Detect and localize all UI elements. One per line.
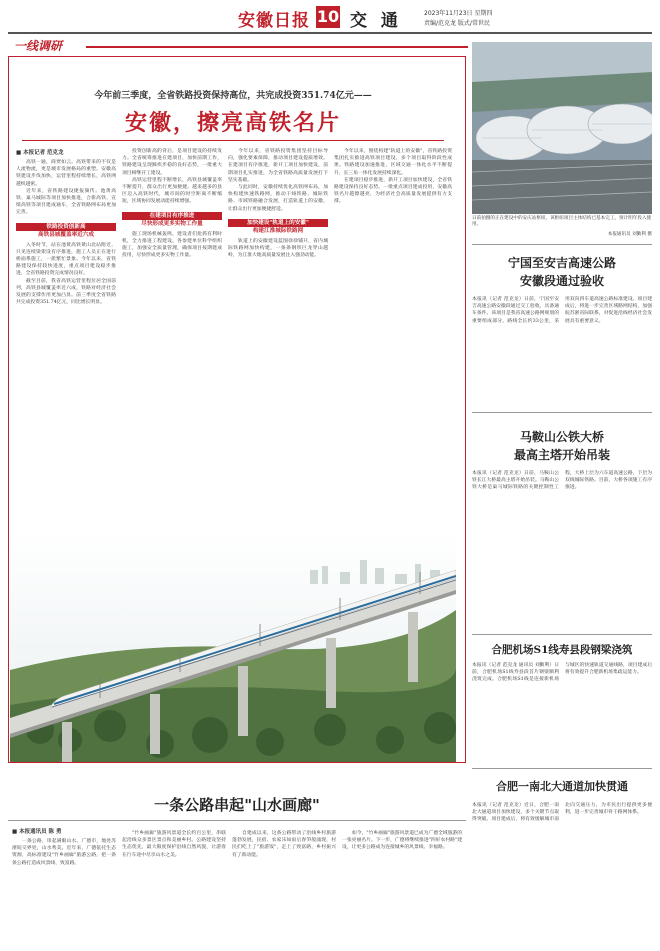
station-hub-photo — [472, 42, 652, 214]
masthead-rule — [8, 32, 652, 34]
right-story-headline: 合肥一南北大通道加快贯通 — [496, 780, 628, 793]
divider — [472, 768, 652, 769]
page-number: 10 — [316, 7, 340, 26]
story-kicker: 今年前三季度，全省铁路投资保持高位，共完成投资351.74亿元—— — [94, 91, 372, 101]
subhead: 在建项目有序推进 — [122, 212, 222, 220]
right-story-body: 本报讯（记者 范克龙 通讯员 刘勤利）日前，合肥机场S1线寿县段首片钢梁顺利浇筑完成。合肥机场S1线是连接新机场与城区的快速轨道交通线路，项目建成后将有效提升合肥新机场集疏运能力。 — [472, 663, 652, 683]
headline-text: 一条公路串起 — [154, 796, 245, 814]
right-story-headline-line2: 最高主塔开始吊装 — [513, 448, 610, 462]
masthead — [0, 0, 660, 38]
column-badge — [8, 38, 468, 56]
right-story-headline: 合肥机场S1线寿县段钢梁浇筑 — [491, 644, 633, 656]
paragraph: 今年以来，围绕构建"轨道上的安徽"，省铁路投资集团扎实推进高铁项目建设，多个项目取得阶段性成果。铁路建设加速推进，区域交通一体化水平不断提升，长三角一体化发展持续深化。 — [334, 149, 452, 176]
divider — [472, 634, 652, 635]
right-story-headline-line2: 安徽段通过验收 — [519, 274, 604, 288]
train-photo-illustration — [10, 530, 456, 762]
issue-date: 2023年11月23日 星期四 — [424, 10, 493, 17]
right-story-body: 本报讯（记者 范克龙）近日，合肥一南北大通道项目加快建设，多个关键节点取得突破。项目建成后，将有效缓解城市南北向交通压力，为市民出行提供更多便利，进一步完善城市骨干路网体系。 — [472, 803, 652, 823]
bottom-col-4: 如今，"竹乡画廊"旅游风景道已成为广德全域旅游的一张亮丽名片。下一步，广德将继续推进"四好农村路"建设，让更多公路成为连接城乡的风景线、幸福路。 — [342, 831, 462, 851]
headline-quote: "山水画廊" — [244, 796, 320, 814]
paragraph: 施工现场机械轰鸣，建设者们抢抓有利时机，全力推进工程建设。各参建单位科学组织施工，加强安全质量管理，确保项目按期建成投用，尽快形成更多实物工作量。 — [122, 231, 222, 259]
paragraph: 高铁运营里程不断增长，高铁县城覆盖率不断提升，群众出行更加便捷。越来越多的县区迈入高铁时代，城市间的时空距离不断缩短，区域协同发展动能持续增强。 — [122, 177, 222, 205]
column-rule — [86, 46, 468, 48]
right-story-body: 本报讯（记者 范克龙）日前，宁国至安吉高速公路安徽段通过交工验收，具备通车条件。该项目是我省高速公路网规划的重要组成部分，路线全长约33公里，采用双向四车道高速公路标准建设。项目建成后，将进一步完善区域路网结构，加强皖苏浙省际联系，对促进沿线经济社会发展具有重要意义。 — [472, 297, 652, 324]
main-col-4 — [334, 148, 452, 528]
right-story-body: 本报讯（记者 范克龙）日前，马鞍山公铁长江大桥最高主塔开始吊装。马鞍山公铁大桥是巢马城际铁路的关键控制性工程，大桥上层为六车道高速公路，下层为双线城际铁路。目前，大桥各项施工有序推进。 — [472, 471, 652, 491]
subhead: 铁路投资创新高 — [16, 223, 116, 231]
paragraph: 投资创新高的背后，是项目建设的持续发力。全省统筹推进在建项目，加快前期工作，铁路建设呈现蹄疾步稳的良好态势，一批重大项目相继开工建设。 — [122, 149, 222, 176]
main-col-2 — [122, 148, 222, 528]
bottom-col-3: 自建成以来，这条公路带动了沿线乡村旅游蓬勃发展，民宿、农家乐如雨后春笋般涌现，村民们吃上了"旅游饭"，走上了致富路，乡村振兴有了新动能。 — [232, 831, 336, 858]
paragraph: 在建项目稳步推进，新开工项目加快建设，全省铁路建设保持良好态势。一批重点项目建成投用，安徽高铁名片越擦越亮，为经济社会高质量发展提供有力支撑。 — [334, 177, 452, 205]
section-title: 交 通 — [350, 11, 402, 31]
story-headline: 安徽，擦亮高铁名片 — [124, 110, 341, 136]
photo-caption: 日前拍摄的正在建设中的安庆站枢纽，该枢纽项目主体结构已基本完工，预计明年投入使用。 — [472, 216, 652, 228]
editor-credits: 责编/范克龙 版式/常世民 — [424, 20, 490, 27]
divider — [8, 820, 466, 821]
bottom-story-byline: ■ 本报通讯员 陈 勇 — [12, 829, 62, 835]
column-label: 一线调研 — [8, 38, 68, 54]
paragraph: 轨道上的安徽建设蓝图徐徐铺开，省内城际铁路网加快构建，一条条钢铁巨龙穿山越岭，为江淮大地高质量发展注入强劲动能。 — [228, 238, 328, 259]
divider — [472, 244, 652, 245]
photo-credit: 本报通讯员 刘勤利 摄 — [607, 232, 652, 237]
divider — [472, 412, 652, 413]
paragraph: 入冬时节，站在池黄高铁黄山北站附近，只见连续梁架设有序推进，施工人员正在进行桥面系施工，一派繁忙景象。今年以来，省铁路建设保持较快进度，重点项目建设稳步推进，全省铁路投资完成情况良好。 — [16, 242, 116, 277]
story-byline: ■ 本报记者 范克龙 — [16, 150, 64, 156]
bottom-col-2: "竹乡画廊"旅游风景道全长约百公里，串联起沿线众多景区景点和美丽乡村。公路建设坚持生态优先，最大限度保护沿线自然风貌，让游客在行车途中尽享山水之美。 — [122, 831, 226, 858]
main-col-3 — [228, 148, 328, 528]
bottom-story-headline — [8, 794, 466, 815]
subhead: 加快建设"轨道上的安徽" — [228, 219, 328, 227]
high-speed-train-photo — [10, 530, 456, 762]
right-story-headline: 马鞍山公铁大桥 — [519, 430, 604, 444]
headline-rule — [22, 140, 444, 141]
main-col-1 — [16, 148, 116, 528]
paragraph: 近年来，省铁路建设捷报频传。池黄高铁、巢马城际等项目加快推进，合新高铁、宣绩高铁等项目建成通车，全省铁路网布局更加完善。 — [16, 188, 116, 216]
paragraph: 截至目前，我省高铁运营里程位居全国前列，高铁县城覆盖率近六成，铁路对经济社会发展的支撑作用更加凸显。前三季度全省铁路共完成投资351.74亿元，同比增长明显。 — [16, 278, 116, 306]
station-photo-illustration — [472, 42, 652, 214]
paragraph: 高铁一通，商贾如云。高铁带来的不仅是人流物流，更是城市发展格局的重塑。安徽高铁建设步伐加快，运营里程持续增长，高铁网越织越密。 — [16, 160, 116, 187]
newspaper-logo: 安徽日报 — [238, 11, 310, 31]
subhead-line2: 高铁县城覆盖率近六成 — [38, 231, 94, 238]
subhead-line2: 尽快形成更多实物工作量 — [141, 220, 203, 227]
subhead-line2: 构建江淮城际铁路网 — [252, 227, 304, 234]
right-story-headline: 宁国至安吉高速公路 — [507, 256, 616, 270]
paragraph: 与此同时，安徽持续优化高铁网布局，加快构建快速铁路网，推动干线铁路、城际铁路、市域铁路融合发展，打造轨道上的安徽，让群众出行更加便捷舒适。 — [228, 185, 328, 212]
bottom-col-1: 一条公路，串起满眼山水。广德市，地处苏浙皖交界处，山水秀美。近年来，广德依托生态资源，高标准建设"竹乡画廊"旅游公路，把一条条公路打造成风景线、致富路。 — [12, 839, 116, 866]
paragraph: 今年以来，省铁路投资集团坚持目标导向，强化要素保障，推动项目建设提质增效。在建项目有序推进，新开工项目加快建设，前期项目扎实推进，为全省铁路高质量发展打下坚实基础。 — [228, 149, 328, 183]
